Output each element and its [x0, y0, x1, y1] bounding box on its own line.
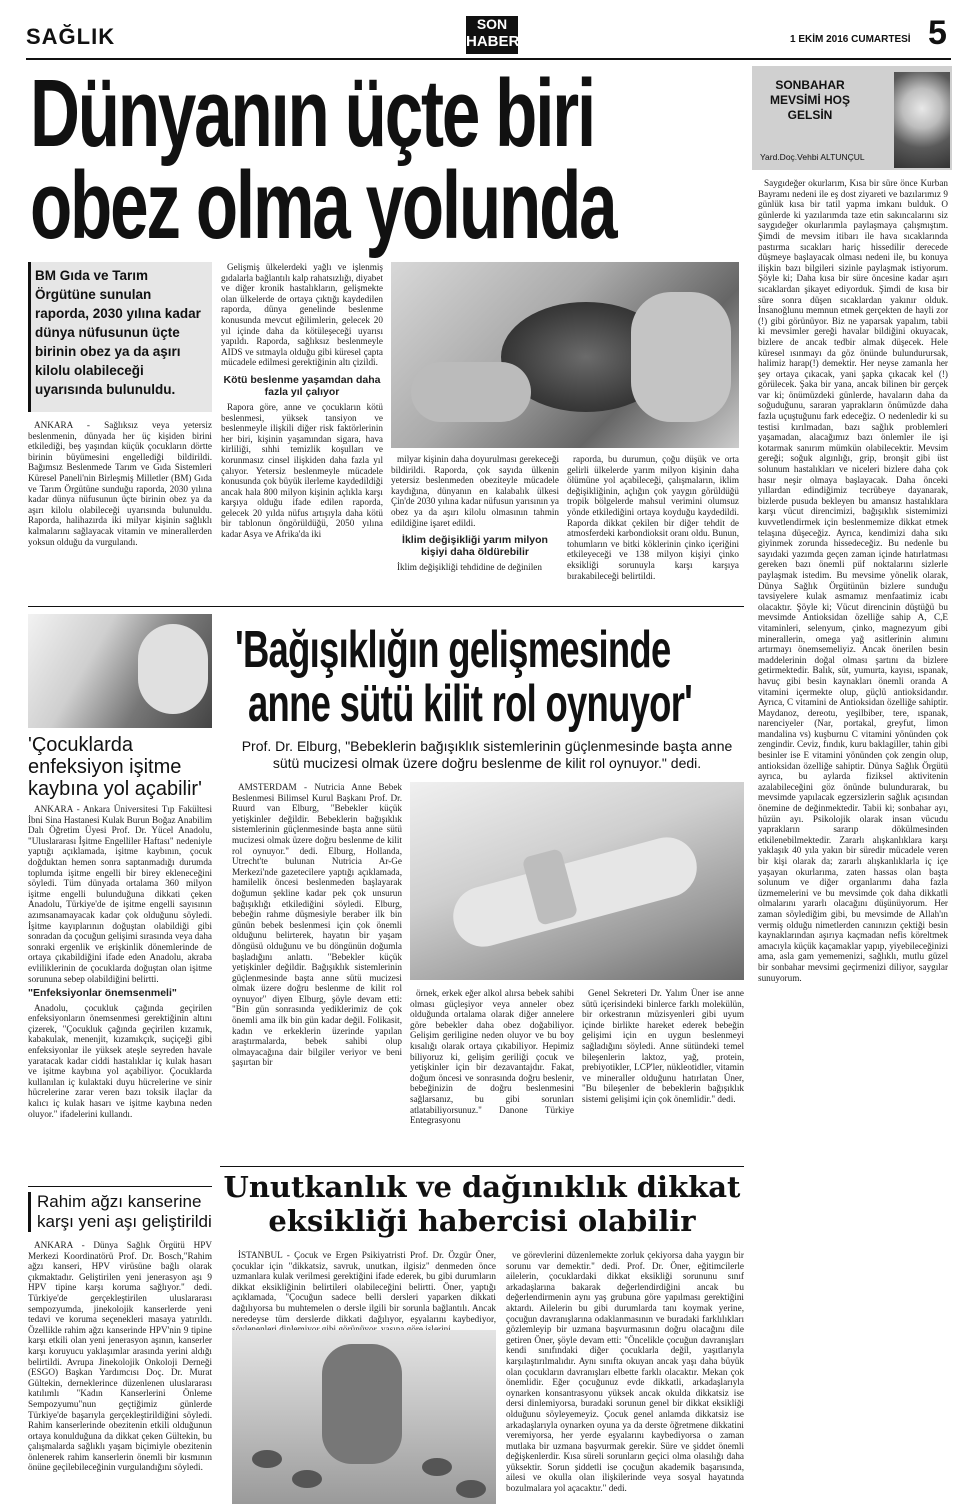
page-number: 5: [928, 14, 947, 52]
milk-col2-text: örnek, erkek eğer alkol alırsa bebek sahibi olması güçleşiyor veya anneler obez olduğunda ortalama olarak diğer annelere göre bebekler daha obez doğabiliyor. Gelişim geriligine neden oluyor ve bu boy kısalığı olarak ortaya çıkabiliyor. Hepimiz biliyoruz ki, gelişim geriliği çocuk ve yetişkinler için bir dezavantajdır. Fakat, doğum öncesi ve sonrasında doğru beslenir, bebeğinizin de doğru beslenmesini sağlarsanız, bu gibi sorunları atlatabiliyorsunuz." Danone Türkiye Entegrasyonu: [410, 988, 574, 1126]
baby-hand-photo: [410, 782, 744, 980]
ear-photo: [28, 614, 212, 728]
milk-headline-line2: anne sütü kilit rol oynuyor': [248, 675, 693, 733]
burger-photo: [391, 262, 739, 448]
ear-body2-text: Anadolu, çocukluk çağında geçirilen enfeksiyonların önemsenmesi gerektiğinin altını çizerek, "Çocukluk çağında geçirilen kızamık, kabakulak, menenjit, kızamıkçık, suçiçeği gibi enfeksiyonlar ile yüksek ateşle seyreden havale yaratacak kadar ciddi hastalıklar iç kulak hasarı ve işitme kaybına yol açabiliyor. Çocuklarda kullanılan iç kulaktaki duyu hücrelerine ve sinir hücrelerine zarar veren bazı toksik ilaçlar da kalıcı iç kulak hasarı ve işitme kaybına neden oluyor." ifadelerini kullandı.: [28, 1002, 212, 1119]
main-subhead-2: İklim değişikliği yarım milyon kişiyi daha öldürebilir: [402, 534, 548, 559]
column-header: [752, 66, 952, 170]
milk-col-3: [582, 988, 744, 1162]
main-lead-box: [28, 262, 212, 412]
main-col-3: [391, 454, 559, 600]
main-headline-line2: obez olma yolunda: [30, 152, 616, 259]
section-divider: [28, 606, 744, 607]
vaccine-body-text: ANKARA - Dünya Sağlık Örgütü HPV Merkezi Koordinatörü Prof. Dr. Bosch,"Rahim ağzı kanseri, HPV virüsüne bağlı olarak çıkmaktadır. Geliştirilen yeni jenerasyon aşı 9 HPV tipine karşı koruma sağlıyor." dedi. Türkiye'de gerçekleştirilen uluslararası sempozyumda, jinekolojik kanserlerde yeni tedavi ve koruma seçenekleri masaya yatırıldı. Özellikle rahim ağzı kanserinde HPV'nin 9 tipine karşı etkili olan yeni jenerasyon aşının, kanserler karşı koruyucu yaklaşımlar arasında yerini aldığı belirtildi. Avrupa Jinekolojik Onkoloji Derneği (ESGO) Başkan Yardımcısı Doç. Dr. Murat Gültekin, derneklerince düzenlenen uluslararası katılımlı "Kadın Kanserlerini Önleme Sempozyumu"nun geçtiğimiz günlerde Türkiye'de başarıyla gerçekleştirildiğini söyledi. Rahim kanserlerinde obezitenin etkili olduğunun ortaya konulduğuna da dikkat çeken Gültekin, bu çalışmalarda sağlıklı yaşam biçimiyle obezitenin önlenerek rahim kanserlerin önemli bir kısmının önüne geçilebileceğinin vurgulandığını söyledi.: [28, 1240, 212, 1473]
milk-lead: Prof. Dr. Elburg, "Bebeklerin bağışıklık sistemlerinin güçlenmesinde başta anne sütü mucizesi olmak üzere doğru beslenme de kilit rol oynuyor." dedi.: [241, 738, 733, 771]
adhd-col-1: [232, 1250, 496, 1328]
main-col-4: [567, 454, 739, 600]
milk-col-1: [232, 782, 402, 1162]
adhd-col1-text: İSTANBUL - Çocuk ve Ergen Psikiyatristi Prof. Dr. Özgür Öner, çocuklar için "dikkatsiz, savruk, unutkan, ilgisiz" denmeden önce uzmanlara kulak verilmesi gerektiğini ifade ederek, bu gibi durumların dikkat eksikliğinin belirtileri olabileceğini belirtti. Öner, yaptığı açıklamada, "Çocuğun sadece belli dersleri yaparken dikkati dağılıyorsa bu muhtemelen o dersle ilgili bir sorunla bağlantılı. Ancak neredeyse tüm derslerde dikkati dağılıyor, eşyalarını kaybediyor,: [232, 1250, 496, 1324]
logo-bottom: HABER: [466, 33, 520, 50]
milk-col-2: [410, 988, 574, 1162]
main-col3-text: milyar kişinin daha doyurulması gerekeceği bildirildi. Raporda, çok sayıda ülkenin yetersiz beslenmeden obeziteyle mücadele kaydığına, dünyanın en kalabalık ülkesi Çin'de 2030 yılına kadar nüfusun yarısının ya obez ya da aşırı kilolu olmasının tahmin edildiğine işaret edildi.: [391, 454, 559, 528]
adhd-headline-line1: Unutkanlık ve dağınıklık dikkat: [223, 1170, 741, 1204]
adhd-col-2: [506, 1250, 744, 1502]
milk-col3-text: Genel Sekreteri Dr. Yalım Üner ise anne sütü içerisindeki binlerce farklı molekülün, bir orkestranın müzisyenleri gibi uyum içinde birlikte hareket ederek bebeğin gelişimi için en uygun beslenmeyi sağladığını söyledi. Anne sütündeki temel bileşenlerin laktoz, yağ, protein, prebiyotikler, LCP'ler, nükleotidler, vitamin ve mineraller olduğunu hatırlatan Üner, "Bu bileşenler de bebeklerin bağışıklık sistemi gelişimi için çok önemlidir." dedi.: [582, 988, 744, 1104]
author-name: ALTUNÇUL: [820, 152, 865, 162]
main-col4-text: raporda, bu durumun, çoğu düşük ve orta gelirli ülkelerde yarım milyon kişinin daha ölümüne yol açabileceği, çalışmaların, iklim değişikliğinin, açlığın çok yaygın görüldüğü tropik bölgelerde mahsul verimini olumsuz yönde etkilediğini ortaya koyduğu kaydedildi. Raporda dikkat çekilen bir diğer tehdit de atmosferdeki karbondioksit oranı oldu. Bunun, tohumların ve bitki köklerinin çinko içeriğini etkileyeceği ve 138 milyon kişiyi çinko eksikliği sorunuyla karşı karşıya bırakabileceği belirtildi.: [567, 454, 739, 581]
ear-body1-text: ANKARA - Ankara Üniversitesi Tıp Fakültesi İbni Sina Hastanesi Kulak Burun Boğaz Anabilim Dalı Öğretim Üyesi Prof. Dr. Yücel Anadolu, "Uluslararası İşitme Engelliler Haftası" nedeniyle yaptığı açıklamada, işitme kaybının, çocuk doğduktan hemen sonra saptanmadığı durumda toplumda işitme engelli bir birey ekleneceğini söyledi. Tüm dünyada ortalama 360 milyon işitme engelli bulunduğuna dikkati çeken Anadolu, Türkiye'de de işitme engelli sayısının azımsanamayacak kadar çok olduğunu söyledi. İşitme kayıplarının doğuştan olabildiği gibi sonradan da çocuğun gelişimi sırasında veya daha sonraki ergenlik ve erişkinlik dönemlerinde de ortaya çıkabildiğini ifade eden Anadolu, akraba evliliklerinin de çocuklarda doğuştan olan işitme sorununa sebep olabildiğini belirtti.: [28, 804, 212, 984]
main-col2a-text: Gelişmiş ülkelerdeki yağlı ve işlenmiş gıdalarla bağlantılı kalp rahatsızlığı, diyabet ve diğer kronik hastalıkların, gelişmekte olan ülkelerde de ortaya çıktığı kaydedilen raporda, dünya genelinde beslenme konusunda mevcut eğilimlerin, gelecek 20 yıl içinde daha da kötüleşeceği uyarısı yapıldı. Raporda, sağlıksız beslenmeyle AIDS ve sıtmayla olduğu gibi küresel çapta mücadele edilmesi gerektiğinin altı çizildi.: [221, 262, 384, 368]
vaccine-divider: [28, 1186, 212, 1187]
author-photo: [894, 72, 950, 168]
author-line: [760, 152, 865, 162]
column-title: SONBAHAR MEVSİMİ HOŞ GELSİN: [769, 78, 850, 122]
main-col-1: [28, 420, 212, 600]
vaccine-story-body: [28, 1240, 212, 1502]
main-col3b-text: İklim değişikliği tehdidine de değinilen: [397, 562, 542, 573]
main-subhead-1: Kötü beslenme yaşamdan daha fazla yıl çalıyor: [223, 373, 381, 398]
adhd-divider: [220, 1166, 744, 1167]
milk-headline-line1: 'Bağışıklığın gelişmesinde: [235, 621, 671, 679]
ear-subhead: "Enfeksiyonlar önemsenmeli": [28, 987, 177, 1000]
adhd-col2-text: ve görevlerini düzenlemekte zorluk çekiyorsa daha yaygın bir sorunu var demektir." dedi. Prof. Dr. Öner, eğitimcilerle ailelerin, çocuklardaki dikkat eksikliği sorununu sınıf arkadaşlarına bakarak değerlendirdiğini ancak bu değerlendirmenin aynı yaş grubuna göre yapılması gerektiğini aktardı. Ailelerin bu gibi durumlarda tanı koymak yerine, çocuğun davranışlarına odaklanmasının ve buradaki farklılıkları gözlemleyip bir uzmana başvurmasının doğru olacağını dile getiren Öner, şöyle devam etti: "Öncelikle çocuğun davranışları kendi sınıfındaki diğer çocuklarla değil, yaşıtlarıyla karşılaştırılmalıdır. Aynı sınıfta okuyan ancak yaşı daha büyük olan çocukların davranışları elbette farklı olacaktır. Mekan çok önemlidir. Eğer çocuğunuz evde dikkatli, arkadaşlarıyla oynarken konsantrasyonu yüksek ancak okulda dikkatsiz ise dersi dinlemiyorsa, buradaki sorunun genel bir dikkat eksikliği olduğunu söyleyemeyiz. Çocuk genel anlamda dikkatsiz ise arkadaşlarıyla oynarken oyuna ya da derste öğretmene dikkatini veremiyorsa, her yerde eşyalarını kaybediyorsa o zaman mutlaka bir uzmana başvurmak gerekir. Süre ve şiddet önemli değişkenlerdir. Kısa süreli sorunların geçici olma olasılığı daha yüksektir. Sorun şiddetli ise çocuğun akademik başarısında, ailesi ve okulla olan ilişkilerinde veya sosyal hayatında bozulmalara yol açacaktır." dedi.: [506, 1250, 744, 1494]
issue-date: 1 EKİM 2016 CUMARTESİ: [790, 34, 911, 45]
adhd-headline-line2: eksikliği habercisi olabilir: [268, 1204, 696, 1238]
vaccine-story-title: Rahim ağzı kanserine karşı yeni aşı geliştirildi: [28, 1192, 212, 1232]
main-col2b-text: Rapora göre, anne ve çocukların kötü beslenmesi, yüksek tansiyon ve beslenmeyle ilişkili diğer risk faktörlerinin her biri, kişinin yaşamından sigara, hava kirliliği, sıhhi temizlik koşulları ve korunmasız cinsel ilişkiden daha fazla yıl çalıyor. Yetersiz beslenmeyle mücadele konusunda çok büyük ilerleme kaydedildiği ancak hala 800 milyon kişinin açlıkla karşı karşıya olduğu ifade edilen raporda, gelecek 20 yılda nüfus artışıyla daha kötü bir tablonun öngörüldüğü, 2050 yılına kadar Asya ve Afrika'da iki: [221, 401, 383, 540]
ear-story-title: 'Çocuklarda enfeksiyon işitme kaybına yol açabilir': [28, 734, 202, 800]
column-body: [758, 178, 948, 1500]
section-title: SAĞLIK: [26, 24, 116, 49]
column-body-text: Saygıdeğer okurlarım, Kısa bir süre önce Kurban Bayramı nedeni ile eş dost ziyareti ve bazılarımız 9 günlük kısa bir tatil yapma imkanı bulduk. O günlerde ki yazılarımda taze etin sakıncalarını siz saygıdeğer okurlarımla paylaşmaya çalışmıştım. Şimdi de mevsim itibarı ile hava sıcaklarında pastırma sıcakları hariç hissedilir derecede düşmeye başlayacak olması nedeni ile, bu konuya ilişkin bazı bilgileri sizinle paylaşmak istiyorum. Şöyle ki; Daha kısa bir süre öncesine kadar aşırı sıcaklardan şikayet ediyorduk. Şimdi de kısa bir süre sonra düşen sıcaklardan yakınır olduk. İnsanoğlunu memnun etmek gerçekten de hayli zor (!) gibi görünüyor. Biz ne yaparsak yapalım, tabii ki mevsimler gereği havalar bildiğini okuyacak, bizlere de ancak tedbir almak düşecek. Hele küresel ısınmayı da göz önünde bulundurursak, halimiz harap(!) demektir. Her neyse zamanla her şey ortaya çıkacak, yani şapka çıkacak kel (!) görülecek. Şaka bir yana, ancak bilinen bir gerçek var ki; önümüzdeki günlerde, havaların daha da soğuduğunu, sararan yaprakların önümüzde daha fazla uçuştuğunu fark edeceğiz. O nedenledir ki su testisi kırılmadan, bazı sağlık problemleri yaşamadan, alacağımız bazı önlemler ile işi kotarmak sanırım mümkün olabilecektir. Mevsim gereği; soğuk algınlığı, grip, bronşit gibi üst solunum hastalıkları ve niceleri bizlere daha çok hasır neşir olmaya başlayacak. Daha önceki yıllardan edindiğimiz tecrübeye dayanarak, bizlerde pusuda bekleyen bu amansız hastalıklara karşı vücut direncimizi, bağışıklık sistemimizi kuvvetlendirmek için beslenmemize dikkat etmek telaşına düşeceğiz. Ayrıca, kendimizi daha sıkı giyinmek zorunda hissedeceğiz. Bu nedenle bu sayıdaki yazımda geçen zaman içinde hatırlatması gereken bazı önemli püf noktalarını sizlerle paylaşmak istedim. Bu mevsime yönelik olarak, Dünya Sağlık Örgütünün bizlere sunduğu tavsiyelere kulak asmamız menfaatimiz icabı olacaktır. Şöyle ki; Vücut direncinin düştüğü bu mevsimde Antioksidan özelliğe sahip A, C,E vitaminleri, selenyum, çinko, magnezyum gibi minerallerin, omega yağ asitlerinin alımını artırmayı önemsemeliyiz. Ancak önerilen besin maddelerinin doğal olması şartını da bizlere getirmektedir. Balık, süt, yumurta, kayısı, ıspanak, havuç gibi besin kaynakları önemli oranda A vitamini içermekte olup, güçlü antioksidandır. Ayrıca, C vitamini de Antioksidan özelliğe sahiptir. Maydanoz, dereotu, yeşilbiber, tere, ıspanak, narenciyeler (Nar, portakal, greyfut, limon mandalina vs) kuşburnu C vitamini yönünden çok zengindir. Ceviz, fındık, kuru baklagiller, tahin gibi besinler ise E vitamini yönünden çok zengin olup, antioksidan özelliğe sahiptir. Dünya Sağlık Örgütü ayrıca, bu aylarda fiziksel aktivitenin azalabileceğini göz önünde bulundurarak, bu mevsimde yapılacak egzersizlerin sağlık açısından önemine de değinmektedir. Tabii ki; sonbahar ayı, hüzün ayı. Psikolojik olarak insan vücudu yaprakların sararıp dökülmesinden etkilenebilmektedir. Zararlı alışkanlıklara karşı yaklaşık 40 yıla yakın bir süredir mücadele veren bir kişi olarak da; zararlı alışkanlıklarla iç içe yaşayan okurlarıma, zaten hassas olan başta solunum ve diğer organlarımı daha fazla üzmemelerini ve bu mevsimde çok daha dikkatli olmalarını yararlı olacağını düşünüyorum. Her zaman söylediğim gibi, bu mevsimde de Allah'ın vermiş olduğu nimetlerden canınızın çektiği besin kaynaklarından aşırıya kaçmadan nefis köreltmek amacıyla küçük kaçamaklar yapıp, yiyebileceğinizi ama, asla gam yememenizi, sağlıklı, mutlu güzel bir sonbahar mevsimi geçirmenizi diliyor, saygılar sunuyorum.: [758, 178, 948, 983]
milk-col1-text: AMSTERDAM - Nutricia Anne Bebek Beslenmesi Bilimsel Kurul Başkanı Prof. Dr. Ruurd van Elburg, "Bebekler küçük yetişkinler değildir. Bebeklerin bağışıklık sistemlerinin güçlenmesinde başta anne sütü mucizesi olmak üzere doğru beslenme de kilit rol oynuyor." dedi. Elburg, Hollanda, Utrecht'te bulunan Nutricia Ar-Ge Merkezi'nde gazetecilere yaptığı açıklamada, hamilelik öncesi beslenmeden başlayarak doğumun şekline kadar pek çok unsurun bağışıklığı etkilediğini söyledi. Elburg, bebeğin rahme düşmesiyle beraber ilk bin günün bebek beslenmesi için çok önemli olduğunu belirterek, hayatın bir yaşam döngüsü olduğunu ve bu döngünün doğumla başladığını anlattı. "Bebekler küçük yetişkinler değildir. Bağışıklık sistemlerinin güçlenmesinde başta anne sütü mucizesi olmak üzere doğru beslenme de kilit rol oynuyor" diyen Elburg, şöyle devam etti: "Bin gün sonrasında yediklerimiz de çok önemli ama ilk bin gün kadar değil. Folikasit, kadın ve erkeklerin üzerinde yapılan araştırmalarda, bebek sahibi olup olmayacağına dair bilgiler veriyor ve beni şaşırtan bir: [232, 782, 402, 1068]
ear-story-body: [28, 804, 212, 1182]
main-col-2: [221, 262, 383, 598]
main-lead: BM Gıda ve Tarım Örgütüne sunulan raporda, 2030 yılına kadar dünya nüfusunun üçte birinin obez ya da aşırı kilolu olabileceği uyarısında bulunuldu.: [35, 268, 201, 397]
author-prefix: Yard.Doç.Vehbi: [760, 152, 819, 162]
main-headline-line1: Dünyanın üçte biri: [30, 60, 595, 167]
child-pigeons-photo: [232, 1330, 496, 1504]
logo-top: SON: [476, 16, 508, 32]
main-col1-text: ANKARA - Sağlıksız veya yetersiz beslenmenin, dünyada her üç kişiden birini etkilediği, beş yaşından küçük çocukların dörtte birinin büyümesini engellediği bildirildi. Bağımsız Beslenmede Tarım ve Gıda Sistemleri Küresel Paneli'nin Birleşmiş Milletler (BM) Gıda ve Tarım Örgütüne sunduğu raporda, 2030 yılına kadar dünya nüfusunun üçte birinin obez ya da aşırı kilolu olabileceği uyarısında bulunuldu. Raporda, halihazırda iki milyar kişinin sağlıklı kalmalarını sağlayacak vitamin ve minerallerden yoksun olduğu da vurgulandı.: [28, 420, 212, 547]
newspaper-logo: [466, 16, 518, 54]
